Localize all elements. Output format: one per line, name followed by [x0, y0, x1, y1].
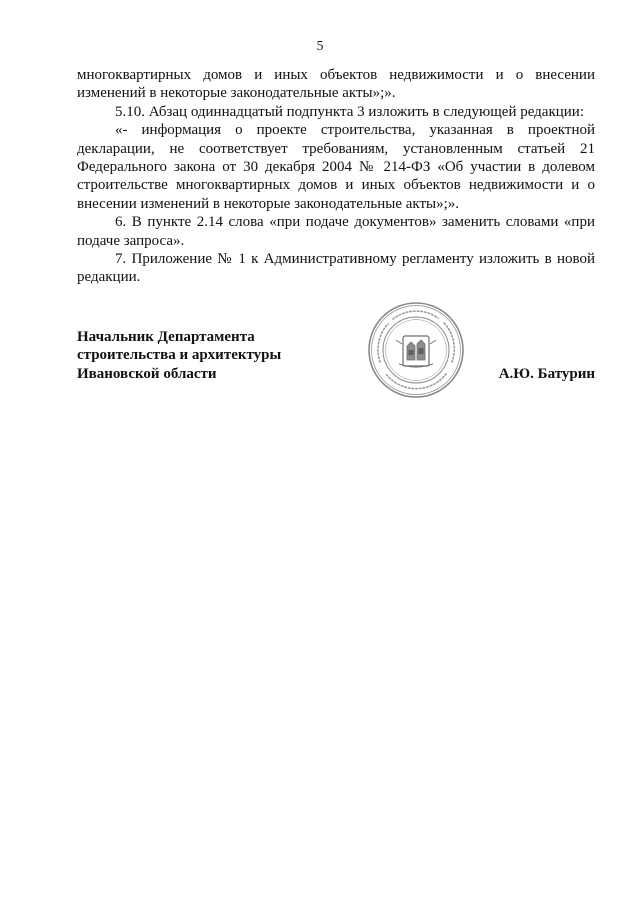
paragraph-5-10: 5.10. Абзац одиннадцатый подпункта 3 изложить в следующей редакции:: [115, 103, 585, 120]
signer-title-line: строительства и архитектуры: [77, 347, 282, 364]
paragraph-quote: «- информация о проекте строительства, указанная в проектной декларации, не соответствует требованиям, установленным статьей 21 Федерального закона от 30 декабря 2004 № 214-ФЗ «Об участии в долевом строительстве многоквартирных домов и иных объектов недвижимости и о внесении изменений в некоторые законодательные акты»;».: [77, 122, 595, 212]
official-seal-icon: [366, 300, 466, 400]
page-number: 5: [316, 38, 324, 53]
signer-title-line: Ивановской области: [77, 365, 217, 382]
signer-name: А.Ю. Батурин: [498, 365, 595, 382]
document-body: [77, 66, 595, 287]
signer-title-line: Начальник Департамента: [77, 329, 255, 345]
paragraph-continuation: многоквартирных домов и иных объектов недвижимости и о внесении изменений в некоторые законодательные акты»;».: [77, 67, 595, 102]
signature-block: [77, 328, 595, 408]
paragraph-6: 6. В пункте 2.14 слова «при подаче документов» заменить словами «при подаче запроса».: [77, 214, 595, 249]
signer-title: [77, 328, 281, 383]
paragraph-7: 7. Приложение № 1 к Административному регламенту изложить в новой редакции.: [77, 251, 595, 286]
